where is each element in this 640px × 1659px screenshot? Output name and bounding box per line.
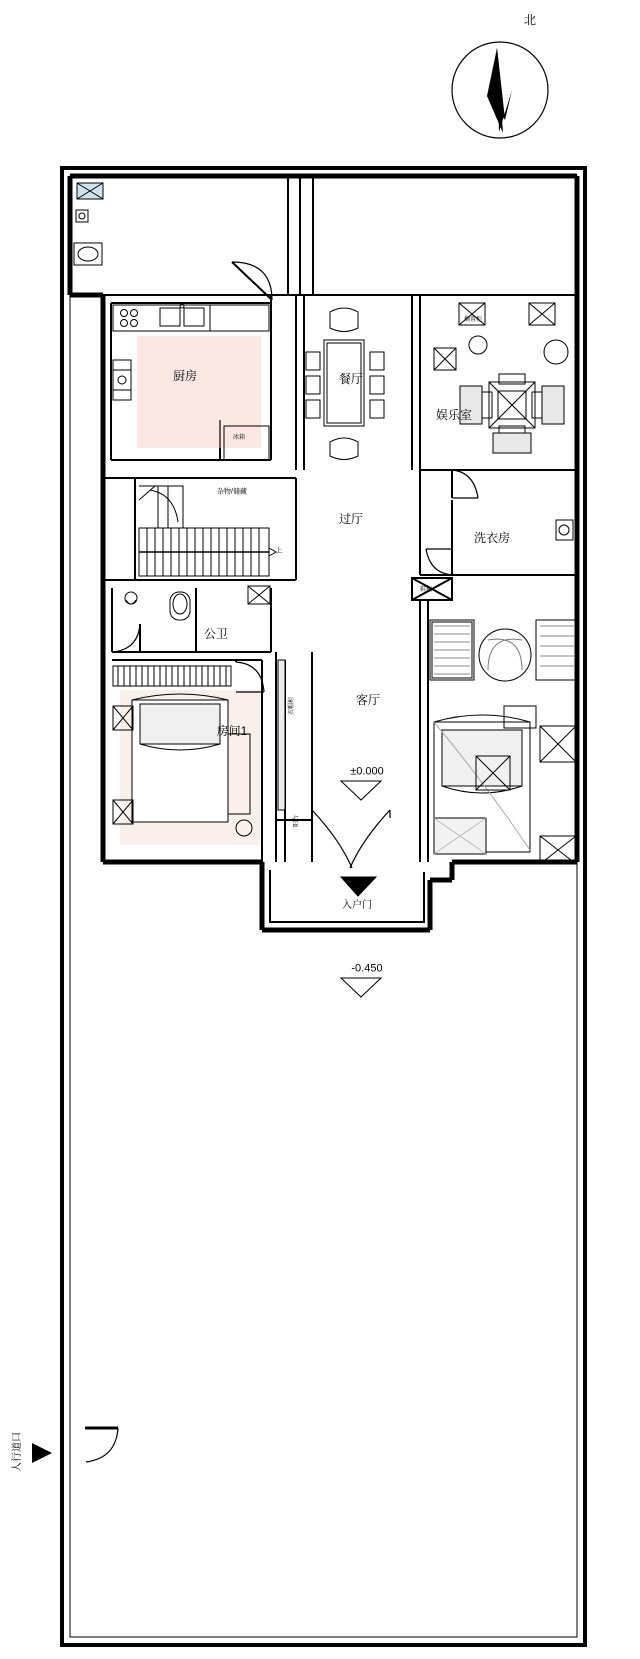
compass-rose bbox=[452, 42, 548, 138]
site-entry-label: 人行道口 bbox=[12, 1432, 23, 1472]
annotation-display-cabinet: 搁置柜 bbox=[463, 317, 483, 323]
room-label-dining: 餐厅 bbox=[338, 372, 364, 386]
room-label-hall: 过厅 bbox=[338, 512, 364, 526]
annotation-stairs-up: 上 bbox=[275, 547, 283, 555]
compass-north-label: 北 bbox=[523, 13, 537, 27]
annotation-balcony: 阳台 bbox=[294, 814, 300, 828]
annotation-storage: 杂物/储藏 bbox=[217, 488, 247, 496]
room-label-living: 客厅 bbox=[355, 693, 381, 707]
room-label-bedroom1: 房间1 bbox=[216, 724, 248, 738]
room-label-public-bath: 公卫 bbox=[203, 627, 229, 641]
annotation-shoe-cabinet: 鞋柜 bbox=[419, 587, 433, 593]
elevation-label-0: ±0.000 bbox=[350, 765, 384, 778]
annotation-wardrobe: 衣帽柜 bbox=[289, 696, 295, 716]
room-label-entertainment: 娱乐室 bbox=[435, 408, 473, 422]
annotation-fridge: 冰箱 bbox=[232, 435, 246, 441]
room-label-laundry: 洗衣房 bbox=[473, 531, 511, 545]
entry-door-label: 入户门 bbox=[342, 900, 372, 911]
elevation-label-1: -0.450 bbox=[351, 962, 383, 975]
room-label-kitchen: 厨房 bbox=[172, 369, 198, 383]
